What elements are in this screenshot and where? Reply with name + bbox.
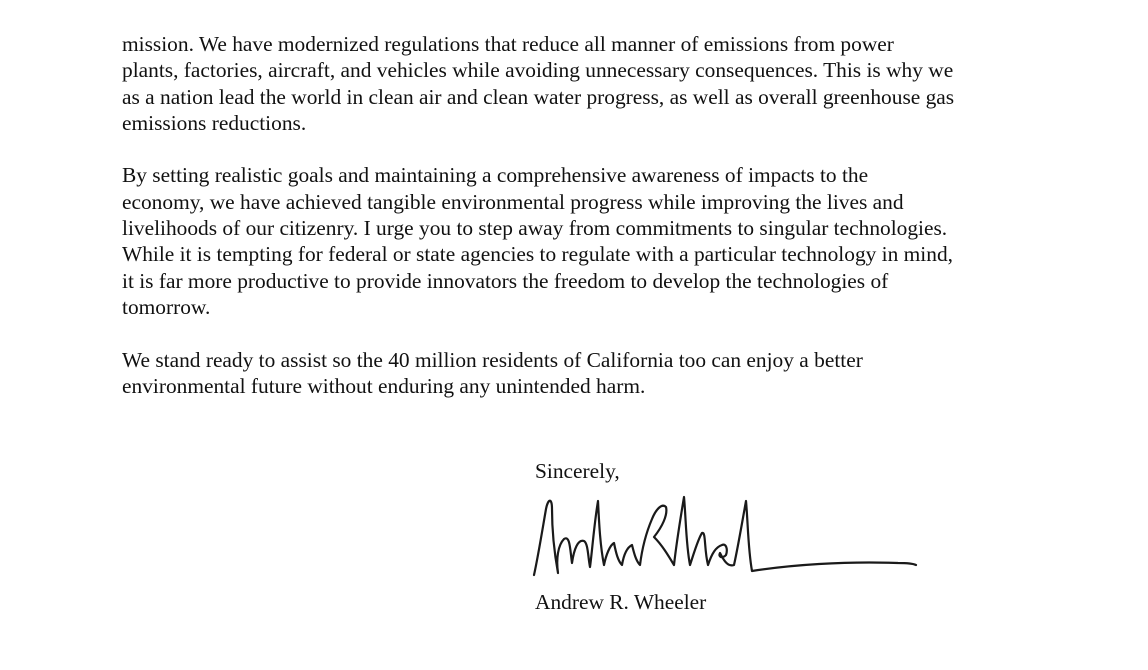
letter-body xyxy=(122,31,1132,425)
paragraph-line: as a nation lead the world in clean air and clean water progress, as well as overall greenhouse gas xyxy=(122,84,955,109)
handwritten-signature xyxy=(528,487,928,587)
paragraph-goals xyxy=(122,162,1132,320)
paragraph-line: livelihoods of our citizenry. I urge you to step away from commitments to singular technologies. xyxy=(122,216,948,241)
paragraph-line: By setting realistic goals and maintaining a comprehensive awareness of impacts to the xyxy=(122,163,869,188)
paragraph-line: mission. We have modernized regulations that reduce all manner of emissions from power xyxy=(122,32,894,56)
paragraph-line: emissions reductions. xyxy=(122,110,307,135)
paragraph-line: We stand ready to assist so the 40 million residents of California too can enjoy a better xyxy=(122,347,863,372)
signer-name: Andrew R. Wheeler xyxy=(535,590,707,614)
paragraph-line: it is far more productive to provide innovators the freedom to develop the technologies of xyxy=(122,268,889,293)
paragraph-line: tomorrow. xyxy=(122,294,211,319)
paragraph-line: While it is tempting for federal or state agencies to regulate with a particular technology in mind, xyxy=(122,242,953,267)
paragraph-line: environmental future without enduring any unintended harm. xyxy=(122,373,646,398)
closing-salutation: Sincerely, xyxy=(535,459,620,483)
signature-stroke xyxy=(534,497,916,575)
paragraph-line: plants, factories, aircraft, and vehicles while avoiding unnecessary consequences. This is why we xyxy=(122,58,954,83)
paragraph-line: economy, we have achieved tangible environmental progress while improving the lives and xyxy=(122,189,904,214)
paragraph-california xyxy=(122,347,1132,400)
paragraph-emissions xyxy=(122,31,1132,136)
